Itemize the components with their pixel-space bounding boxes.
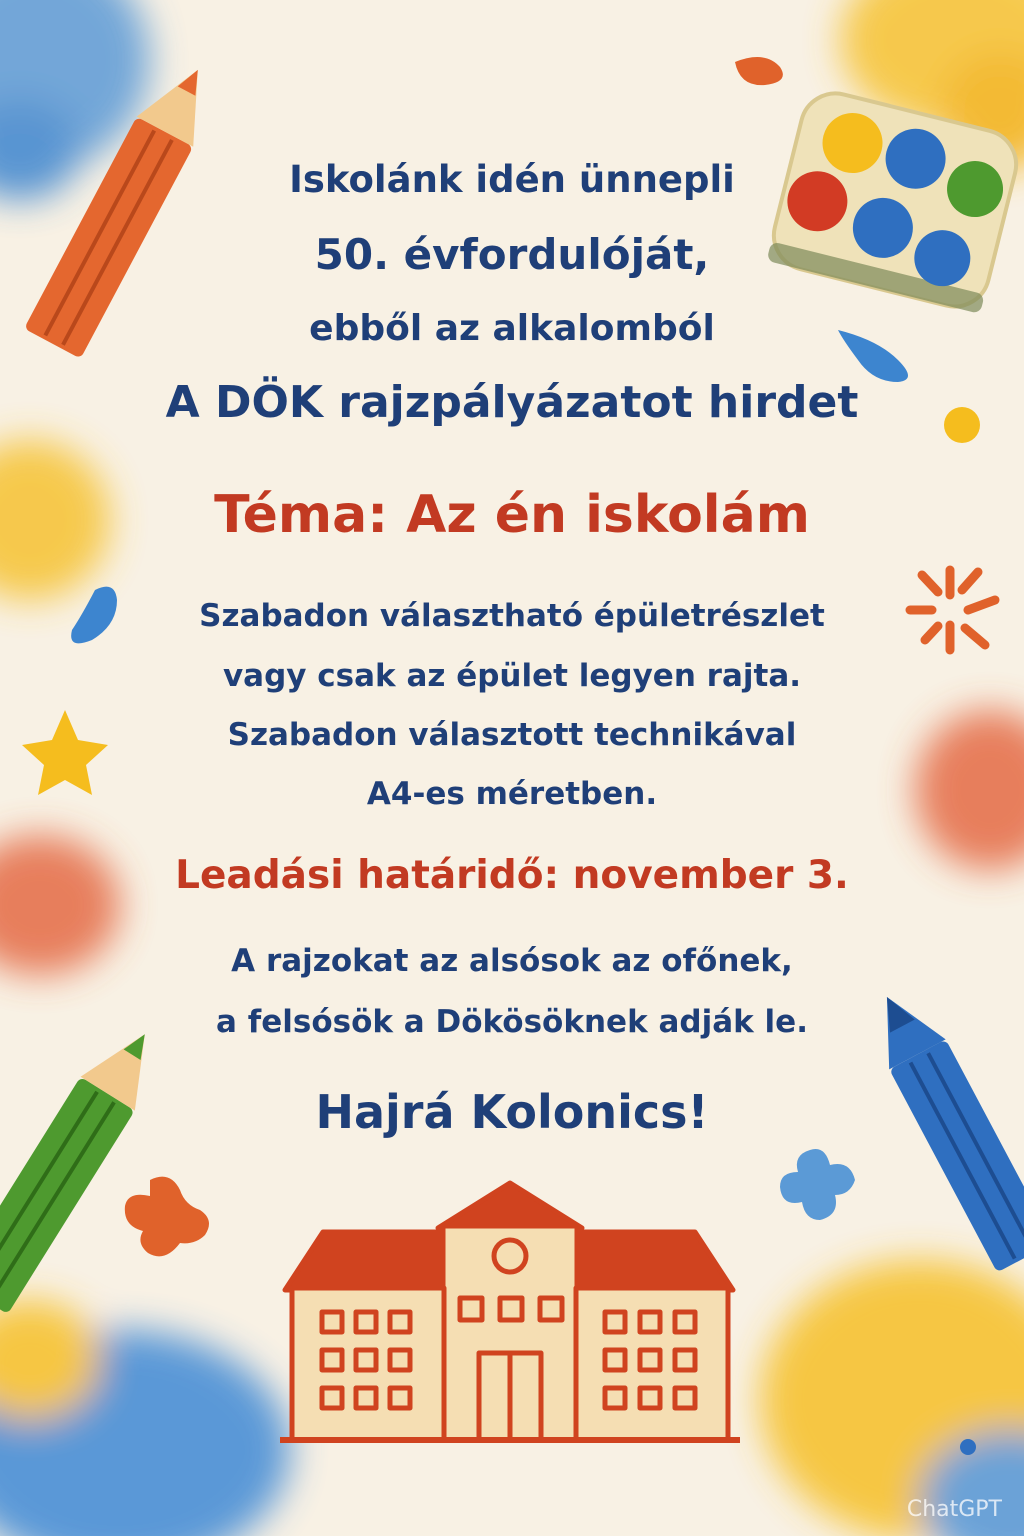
rules-line-2: vagy csak az épület legyen rajta. xyxy=(222,658,802,694)
watercolor-splash-bottom-right xyxy=(760,1260,1024,1536)
submission-line-1: A rajzokat az alsósok az ofőnek, xyxy=(231,943,793,979)
rules-line-3: Szabadon választott technikával xyxy=(227,717,797,753)
headline-line-4: A DÖK rajzpályázatot hirdet xyxy=(165,377,859,428)
theme-heading: Téma: Az én iskolám xyxy=(214,485,810,545)
headline-line-2: 50. évfordulóját, xyxy=(314,230,710,279)
deadline-text: Leadási határidő: november 3. xyxy=(175,853,849,898)
paint-dot-blue-bottom xyxy=(960,1439,976,1455)
submission-line-2: a felsósök a Dökösöknek adják le. xyxy=(216,1004,808,1040)
paint-splash-blue-bottom-right xyxy=(780,1149,855,1220)
watermark-text: ChatGPT xyxy=(906,1497,1002,1522)
paint-drop-orange xyxy=(735,57,783,85)
school-building-icon xyxy=(280,1183,740,1440)
paint-splash-orange-bottom-left xyxy=(125,1177,209,1257)
watercolor-splash-bottom-left xyxy=(0,1300,290,1536)
slogan-text: Hajrá Kolonics! xyxy=(315,1085,709,1139)
rules-line-4: A4-es méretben. xyxy=(366,776,658,812)
rules-line-1: Szabadon választható épületrészlet xyxy=(199,598,825,634)
headline-line-3: ebből az alkalomból xyxy=(309,308,715,349)
green-pencil-icon xyxy=(0,1017,172,1314)
headline-line-1: Iskolánk idén ünnepli xyxy=(289,158,735,201)
